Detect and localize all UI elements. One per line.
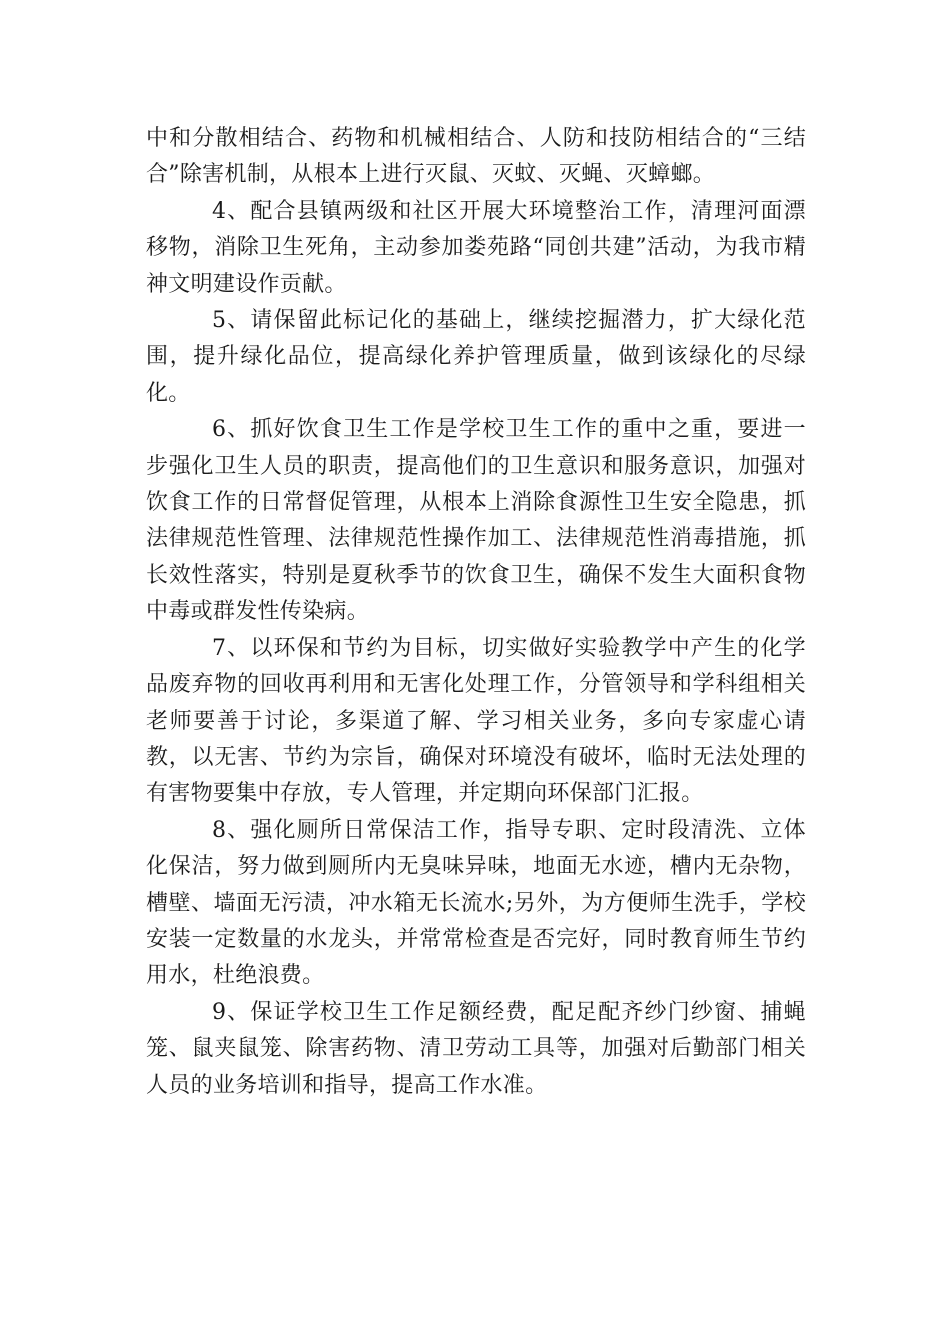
paragraph-continued: 中和分散相结合、药物和机械相结合、人防和技防相结合的“三结合”除害机制，从根本上进行灭鼠、灭蚊、灭蝇、灭蟑螂。: [146, 126, 806, 188]
paragraph-item-7: 7、以环保和节约为目标，切实做好实验教学中产生的化学品废弃物的回收再利用和无害化处理工作，分管领导和学科组相关老师要善于讨论，多渠道了解、学习相关业务，多向专家虚心请教，以无害、节约为宗旨，确保对环境没有破坏，临时无法处理的有害物要集中存放，专人管理，并定期向环保部门汇报。: [146, 635, 806, 807]
document-page: [146, 121, 806, 1104]
paragraph-item-9: 9、保证学校卫生工作足额经费，配足配齐纱门纱窗、捕蝇笼、鼠夹鼠笼、除害药物、清卫劳动工具等，加强对后勤部门相关人员的业务培训和指导，提高工作水准。: [146, 999, 806, 1098]
paragraph-item-5: 5、请保留此标记化的基础上，继续挖掘潜力，扩大绿化范围，提升绿化品位，提高绿化养护管理质量，做到该绿化的尽绿化。: [146, 308, 806, 406]
paragraph-item-8: 8、强化厕所日常保洁工作，指导专职、定时段清洗、立体化保洁，努力做到厕所内无臭味异味，地面无水迹，槽内无杂物，槽壁、墙面无污渍，冲水箱无长流水;另外，为方便师生洗手，学校安装一定数量的水龙头，并常常检查是否完好，同时教育师生节约用水，杜绝浪费。: [146, 817, 806, 989]
paragraph-item-4: 4、配合县镇两级和社区开展大环境整治工作，清理河面漂移物，消除卫生死角，主动参加娄苑路“同创共建”活动，为我市精神文明建设作贡献。: [146, 198, 806, 297]
paragraph-item-6: 6、抓好饮食卫生工作是学校卫生工作的重中之重，要进一步强化卫生人员的职责，提高他们的卫生意识和服务意识，加强对饮食工作的日常督促管理，从根本上消除食源性卫生安全隐患，抓法律规范性管理、法律规范性操作加工、法律规范性消毒措施，抓长效性落实，特别是夏秋季节的饮食卫生，确保不发生大面积食物中毒或群发性传染病。: [146, 417, 806, 625]
